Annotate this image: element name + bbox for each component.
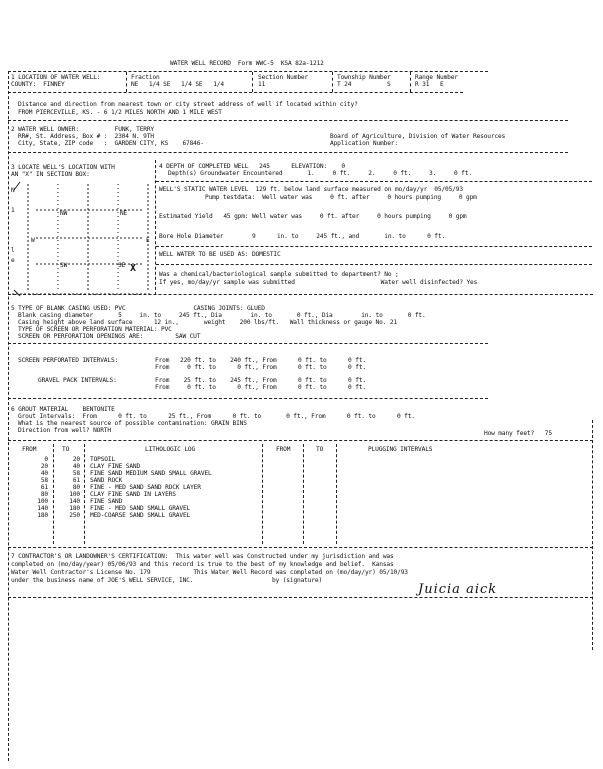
range-label: Range Number <box>415 74 458 81</box>
contamination-direction: Direction from well? NORTH <box>18 427 111 434</box>
perforated-interval-1: From 220 ft. to 240 ft., From 0 ft. to 0 ft. <box>155 357 366 364</box>
s5-rule <box>8 343 488 344</box>
log-to: 100 <box>69 491 80 498</box>
log-description: FINE - MED SAND SAND ROCK LAYER <box>90 484 201 491</box>
s7-end <box>8 597 593 598</box>
certification-line-4: under the business name of JOE'S WELL SERVICE, INC. by (signature) <box>11 577 323 584</box>
s4-rule <box>156 246 592 247</box>
blank-casing-type: 5 TYPE OF BLANK CASING USED: PVC CASING JOINTS: GLUED <box>11 305 265 312</box>
frame-left <box>8 71 9 761</box>
log-description: MED-COARSE SAND SMALL GRAVEL <box>90 512 191 519</box>
log-from: 0 <box>44 456 48 463</box>
section-label: Section Number <box>258 74 309 81</box>
s5-end <box>8 398 488 399</box>
s4-rule <box>156 264 592 265</box>
well-depth: 4 DEPTH OF COMPLETED WELL 245 ELEVATION: 0 <box>159 163 345 170</box>
s3-heading-2: AN "X" IN SECTION BOX: <box>11 171 90 178</box>
s4-rule <box>156 181 592 182</box>
blank-casing-diameter: Blank casing diameter 5 in. to 245 ft., Dia in. to 0 ft., Dia in. to 0 ft. <box>18 312 426 319</box>
log-to: 140 <box>69 498 80 505</box>
lithologic-log-header: LITHOLOGIC LOG <box>145 446 196 453</box>
log-col-divider <box>53 444 54 544</box>
casing-height: Casing height above land surface 12 in., weight 200 lbs/ft. Wall thickness or gauge No. 21 <box>18 319 397 326</box>
west-label: W <box>31 237 35 244</box>
log-col-divider <box>84 444 85 544</box>
frame-right <box>592 420 593 650</box>
gravel-pack-label: GRAVEL PACK INTERVALS: <box>38 377 117 384</box>
township-value: T 24 S <box>337 81 391 88</box>
log-description: FINE SAND MEDIUM SAND SMALL GRAVEL <box>90 470 212 477</box>
log-col-divider <box>336 444 337 544</box>
log-from: 140 <box>37 505 48 512</box>
log-to: 40 <box>72 463 80 470</box>
plugging-intervals-header: PLUGGING INTERVALS <box>368 446 433 453</box>
log-to: 250 <box>69 512 80 519</box>
section-value: 11 <box>258 81 266 88</box>
log-from: 20 <box>40 463 48 470</box>
bore-hole-diameter: Bore Hole Diameter 9 in. to 245 ft., and in. to 0 ft. <box>159 233 446 240</box>
owner: 2 WATER WELL OWNER: FUNK, TERRY <box>11 126 155 133</box>
log-to: 20 <box>72 456 80 463</box>
section-mark-e: e <box>11 257 15 264</box>
s4-end <box>8 294 593 295</box>
gravel-pack-interval-1: From 25 ft. to 245 ft., From 0 ft. to 0 ft. <box>155 377 366 384</box>
chemical-sample-question: Was a chemical/bacteriological sample submitted to department? No ; <box>159 271 399 278</box>
pump-test: Pump testdata: Well water was 0 ft. after 0 hours pumping 0 gpm <box>205 194 477 201</box>
s1-divider <box>252 72 253 92</box>
owner-address: RR#, St. Address, Box # : 2304 N. 9TH <box>18 133 154 140</box>
s3-heading-1: 3 LOCATE WELL'S LOCATION WITH <box>11 164 115 171</box>
log-from: 180 <box>37 512 48 519</box>
section-mark-1: 1 <box>11 207 15 214</box>
log-end <box>8 547 593 548</box>
range-value: R 31 E <box>415 81 444 88</box>
s1-rule <box>8 92 463 93</box>
owner-city: City, State, ZIP code : GARDEN CITY, KS 67846- <box>18 140 204 147</box>
sample-submitted: If yes, mo/day/yr sample was submitted Water well disinfected? Yes <box>159 279 478 286</box>
fraction-label: Fraction <box>131 74 160 81</box>
log-to: 58 <box>72 470 80 477</box>
township-label: Township Number <box>337 74 391 81</box>
contamination-distance: How many feet? 75 <box>484 430 552 437</box>
log-from-header: FROM <box>22 446 37 453</box>
log-from: 100 <box>37 498 48 505</box>
log-from: 80 <box>40 491 48 498</box>
s2-end <box>8 152 568 153</box>
distance-question: Distance and direction from nearest town or city street address of well if located within city? <box>18 101 358 108</box>
static-water-level: WELL'S STATIC WATER LEVEL 129 ft. below land surface measured on mo/day/yr 05/05/93 <box>159 186 463 193</box>
certification-line-1: 7 CONTRACTOR'S OR LANDOWNER'S CERTIFICATION: This water well was Constructed under my jurisdiction and was <box>11 553 394 560</box>
board-text: Board of Agriculture, Division of Water Resources <box>330 133 506 140</box>
certification-line-3: Water Well Contractor's License No. 179 This Water Well Record was completed on (mo/day/yr) 05/10/93 <box>11 569 408 576</box>
section-mark-n: N <box>11 187 15 194</box>
quadrant-sw: SW <box>60 262 68 269</box>
well-location-mark: X <box>130 263 136 274</box>
log-to-header: TO <box>62 446 70 453</box>
s6-end <box>8 440 593 441</box>
well-use: WELL WATER TO BE USED AS: DOMESTIC <box>159 251 281 258</box>
quadrant-nw: NW <box>60 210 68 217</box>
fraction-value: NE 1/4 SE 1/4 SE 1/4 <box>131 81 224 88</box>
s1-end <box>8 120 568 121</box>
plug-to-header: TO <box>316 446 324 453</box>
log-description: CLAY FINE SAND <box>90 463 141 470</box>
gravel-pack-interval-2: From 0 ft. to 0 ft., From 0 ft. to 0 ft. <box>155 384 366 391</box>
log-to: 61 <box>72 477 80 484</box>
contractor-signature: Juicia aick <box>418 582 498 597</box>
grout-material: 6 GROUT MATERIAL BENTONITE <box>11 406 115 413</box>
s1-divider <box>126 72 127 92</box>
quadrant-se: SE <box>118 262 126 269</box>
log-description: FINE SAND <box>90 498 123 505</box>
log-from: 58 <box>40 477 48 484</box>
log-description: SAND ROCK <box>90 477 123 484</box>
section-mark-l: l <box>11 247 15 254</box>
estimated-yield: Estimated Yield 45 gpm: Well water was 0 ft. after 0 hours pumping 0 gpm <box>159 213 467 220</box>
frame-top <box>8 71 488 72</box>
form-title: WATER WELL RECORD Form WWC-5 KSA 82a-1212 <box>170 60 324 67</box>
perforated-label: SCREEN PERFORATED INTERVALS: <box>18 357 119 364</box>
application-number: Application Number: <box>330 140 398 147</box>
s1-heading: 1 LOCATION OF WATER WELL: <box>11 74 101 81</box>
contamination-source: What is the nearest source of possible contamination: GRAIN BINS <box>18 420 247 427</box>
screen-material: TYPE OF SCREEN OR PERFORATION MATERIAL: PVC <box>18 326 172 333</box>
groundwater-depths: Depth(s) Groundwater Encountered 1. 0 ft. 2. 0 ft. 3. 0 ft. <box>168 170 472 177</box>
county: COUNTY: FINNEY <box>11 81 65 88</box>
certification-line-2: completed on (mo/day/year) 05/06/93 and this record is true to the best of my knowledge and belief. Kansas <box>11 561 394 568</box>
log-from: 61 <box>40 484 48 491</box>
log-description: TOPSOIL <box>90 456 116 463</box>
log-to: 180 <box>69 505 80 512</box>
screen-openings: SCREEN OR PERFORATION OPENINGS ARE: SAW CUT <box>18 333 201 340</box>
s1-divider <box>332 72 333 92</box>
log-description: FINE - MED SAND SMALL GRAVEL <box>90 505 191 512</box>
quadrant-ne: NE <box>120 210 128 217</box>
plug-from-header: FROM <box>276 446 291 453</box>
east-label: E <box>146 237 150 244</box>
log-to: 80 <box>72 484 80 491</box>
log-col-divider <box>303 444 304 544</box>
s1-divider <box>410 72 411 92</box>
log-from: 40 <box>40 470 48 477</box>
grout-intervals: Grout Intervals: From 0 ft. to 25 ft., From 0 ft. to 0 ft., From 0 ft. to 0 ft. <box>18 413 415 420</box>
log-description: CLAY FINE SAND IN LAYERS <box>90 491 176 498</box>
log-col-divider <box>262 444 263 544</box>
perforated-interval-2: From 0 ft. to 0 ft., From 0 ft. to 0 ft. <box>155 364 366 371</box>
distance-answer: FROM PIERCEVILLE, KS. - 6 1/2 MILES NORTH AND 1 MILE WEST <box>18 109 222 116</box>
